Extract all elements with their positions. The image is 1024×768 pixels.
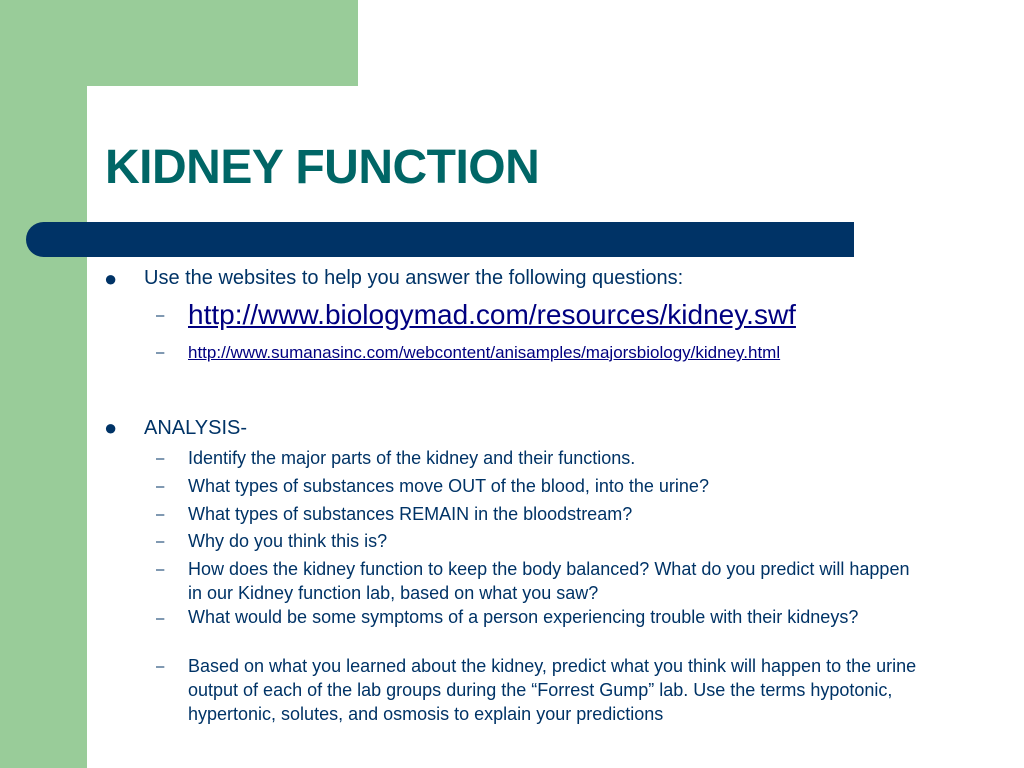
dash-icon: – bbox=[156, 478, 165, 495]
analysis-item: How does the kidney function to keep the body balanced? What do you predict will happen in our Kidney function lab, based on what you saw? bbox=[188, 559, 910, 603]
link-item bbox=[188, 340, 948, 364]
dash-icon: – bbox=[156, 533, 165, 550]
slide-title: KIDNEY FUNCTION bbox=[105, 141, 540, 194]
bullet-analysis: ANALYSIS- bbox=[144, 417, 247, 439]
analysis-item: Why do you think this is? bbox=[188, 531, 388, 551]
dash-icon: – bbox=[156, 561, 165, 578]
bullet-icon: ● bbox=[104, 266, 118, 291]
sumanasinc-link[interactable]: http://www.sumanasinc.com/webcontent/anisamples/majorsbiology/kidney.html bbox=[188, 343, 781, 362]
bullet-websites: Use the websites to help you answer the following questions: bbox=[144, 267, 684, 289]
analysis-item: What types of substances REMAIN in the bloodstream? bbox=[188, 504, 633, 524]
link-item bbox=[188, 300, 948, 330]
biologymad-link[interactable]: http://www.biologymad.com/resources/kidney.swf bbox=[188, 299, 796, 330]
dash-icon: – bbox=[156, 450, 165, 467]
dash-icon: – bbox=[156, 658, 165, 675]
bullet-icon: ● bbox=[104, 415, 118, 440]
analysis-item: What types of substances move OUT of the blood, into the urine? bbox=[188, 476, 709, 496]
dash-icon: – bbox=[156, 506, 165, 523]
dash-icon: – bbox=[156, 610, 165, 627]
analysis-item: What would be some symptoms of a person experiencing trouble with their kidneys? bbox=[188, 607, 859, 627]
dash-icon: – bbox=[156, 344, 165, 361]
analysis-item: Identify the major parts of the kidney and their functions. bbox=[188, 448, 636, 468]
dash-icon: – bbox=[156, 307, 165, 324]
analysis-item: Based on what you learned about the kidney, predict what you think will happen to the urine output of each of the lab groups during the “Forrest Gump” lab. Use the terms hypotonic, hypertonic, solutes, and osmosis to explain your predictions bbox=[188, 656, 917, 724]
